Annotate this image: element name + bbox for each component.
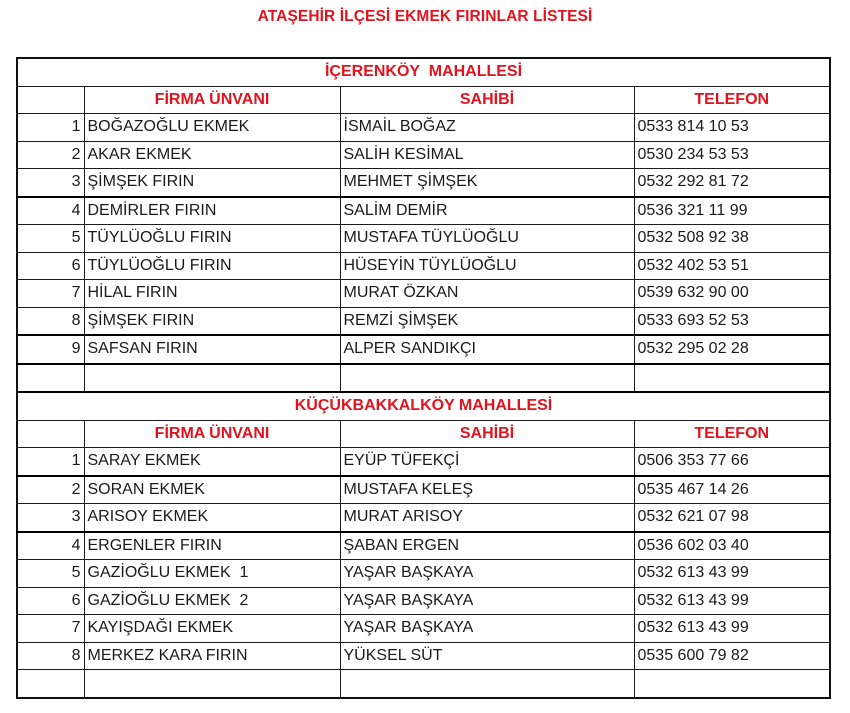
table-row (17, 642, 830, 670)
section-title: İÇERENKÖY MAHALLESİ (17, 58, 830, 86)
section-title-row (17, 392, 830, 420)
firma-cell: TÜYLÜOĞLU FIRIN (84, 252, 340, 280)
row-number: 8 (17, 642, 84, 670)
row-number: 5 (17, 560, 84, 588)
bakery-list-table (16, 57, 831, 699)
table-row (17, 307, 830, 335)
table-row (17, 476, 830, 504)
table-row (17, 197, 830, 225)
firma-cell: ŞİMŞEK FIRIN (84, 169, 340, 197)
header-telefon: TELEFON (634, 420, 830, 448)
table-row (17, 335, 830, 364)
firma-cell: ERGENLER FIRIN (84, 532, 340, 560)
telefon-cell: 0532 292 81 72 (634, 169, 830, 197)
telefon-cell: 0536 602 03 40 (634, 532, 830, 560)
row-number: 6 (17, 252, 84, 280)
header-sahibi: SAHİBİ (340, 86, 634, 114)
firma-cell: BOĞAZOĞLU EKMEK (84, 114, 340, 142)
table-row (17, 114, 830, 142)
header-number-cell (17, 86, 84, 114)
table-row (17, 280, 830, 308)
sahibi-cell: MUSTAFA KELEŞ (340, 476, 634, 504)
header-sahibi: SAHİBİ (340, 420, 634, 448)
table-row (17, 504, 830, 532)
empty-cell (634, 364, 830, 393)
telefon-cell: 0530 234 53 53 (634, 141, 830, 169)
telefon-cell: 0532 621 07 98 (634, 504, 830, 532)
sahibi-cell: SALİH KESİMAL (340, 141, 634, 169)
telefon-cell: 0532 613 43 99 (634, 560, 830, 588)
telefon-cell: 0533 693 52 53 (634, 307, 830, 335)
section-title-row (17, 58, 830, 86)
telefon-cell: 0536 321 11 99 (634, 197, 830, 225)
firma-cell: DEMİRLER FIRIN (84, 197, 340, 225)
telefon-cell: 0532 402 53 51 (634, 252, 830, 280)
telefon-cell: 0506 353 77 66 (634, 448, 830, 476)
header-number-cell (17, 420, 84, 448)
sahibi-cell: EYÜP TÜFEKÇİ (340, 448, 634, 476)
table-row (17, 225, 830, 253)
firma-cell: SORAN EKMEK (84, 476, 340, 504)
firma-cell: GAZİOĞLU EKMEK 1 (84, 560, 340, 588)
empty-cell (17, 670, 84, 698)
sahibi-cell: MUSTAFA TÜYLÜOĞLU (340, 225, 634, 253)
sahibi-cell: YAŞAR BAŞKAYA (340, 560, 634, 588)
telefon-cell: 0532 508 92 38 (634, 225, 830, 253)
telefon-cell: 0535 467 14 26 (634, 476, 830, 504)
sahibi-cell: SALİM DEMİR (340, 197, 634, 225)
sahibi-cell: MURAT ÖZKAN (340, 280, 634, 308)
telefon-cell: 0532 613 43 99 (634, 615, 830, 643)
sahibi-cell: ALPER SANDIKÇI (340, 335, 634, 364)
table-row (17, 532, 830, 560)
empty-cell (84, 670, 340, 698)
firma-cell: ARISOY EKMEK (84, 504, 340, 532)
firma-cell: MERKEZ KARA FIRIN (84, 642, 340, 670)
header-firma: FİRMA ÜNVANI (84, 86, 340, 114)
telefon-cell: 0539 632 90 00 (634, 280, 830, 308)
row-number: 7 (17, 280, 84, 308)
sahibi-cell: YAŞAR BAŞKAYA (340, 587, 634, 615)
table-row (17, 615, 830, 643)
row-number: 6 (17, 587, 84, 615)
table-row (17, 252, 830, 280)
table-row (17, 141, 830, 169)
header-telefon: TELEFON (634, 86, 830, 114)
empty-row (17, 364, 830, 393)
row-number: 3 (17, 169, 84, 197)
document-title: ATAŞEHİR İLÇESİ EKMEK FIRINLAR LİSTESİ (257, 8, 593, 25)
sahibi-cell: YÜKSEL SÜT (340, 642, 634, 670)
table-row (17, 560, 830, 588)
column-header-row (17, 86, 830, 114)
table-body (17, 58, 830, 698)
empty-cell (340, 670, 634, 698)
row-number: 1 (17, 114, 84, 142)
firma-cell: KAYIŞDAĞI EKMEK (84, 615, 340, 643)
row-number: 1 (17, 448, 84, 476)
table-row (17, 587, 830, 615)
sahibi-cell: ŞABAN ERGEN (340, 532, 634, 560)
table-row (17, 169, 830, 197)
empty-cell (634, 670, 830, 698)
row-number: 4 (17, 532, 84, 560)
firma-cell: HİLAL FIRIN (84, 280, 340, 308)
firma-cell: AKAR EKMEK (84, 141, 340, 169)
row-number: 7 (17, 615, 84, 643)
firma-cell: GAZİOĞLU EKMEK 2 (84, 587, 340, 615)
section-title: KÜÇÜKBAKKALKÖY MAHALLESİ (17, 392, 830, 420)
row-number: 2 (17, 141, 84, 169)
firma-cell: SARAY EKMEK (84, 448, 340, 476)
telefon-cell: 0533 814 10 53 (634, 114, 830, 142)
telefon-cell: 0532 613 43 99 (634, 587, 830, 615)
empty-row (17, 670, 830, 698)
sahibi-cell: YAŞAR BAŞKAYA (340, 615, 634, 643)
column-header-row (17, 420, 830, 448)
firma-cell: ŞİMŞEK FIRIN (84, 307, 340, 335)
empty-cell (17, 364, 84, 393)
telefon-cell: 0535 600 79 82 (634, 642, 830, 670)
row-number: 3 (17, 504, 84, 532)
firma-cell: SAFSAN FIRIN (84, 335, 340, 364)
sahibi-cell: REMZİ ŞİMŞEK (340, 307, 634, 335)
table-row (17, 448, 830, 476)
sahibi-cell: MURAT ARISOY (340, 504, 634, 532)
empty-cell (340, 364, 634, 393)
telefon-cell: 0532 295 02 28 (634, 335, 830, 364)
row-number: 4 (17, 197, 84, 225)
row-number: 5 (17, 225, 84, 253)
sahibi-cell: İSMAİL BOĞAZ (340, 114, 634, 142)
empty-cell (84, 364, 340, 393)
row-number: 2 (17, 476, 84, 504)
header-firma: FİRMA ÜNVANI (84, 420, 340, 448)
sahibi-cell: HÜSEYİN TÜYLÜOĞLU (340, 252, 634, 280)
row-number: 8 (17, 307, 84, 335)
firma-cell: TÜYLÜOĞLU FIRIN (84, 225, 340, 253)
sahibi-cell: MEHMET ŞİMŞEK (340, 169, 634, 197)
row-number: 9 (17, 335, 84, 364)
